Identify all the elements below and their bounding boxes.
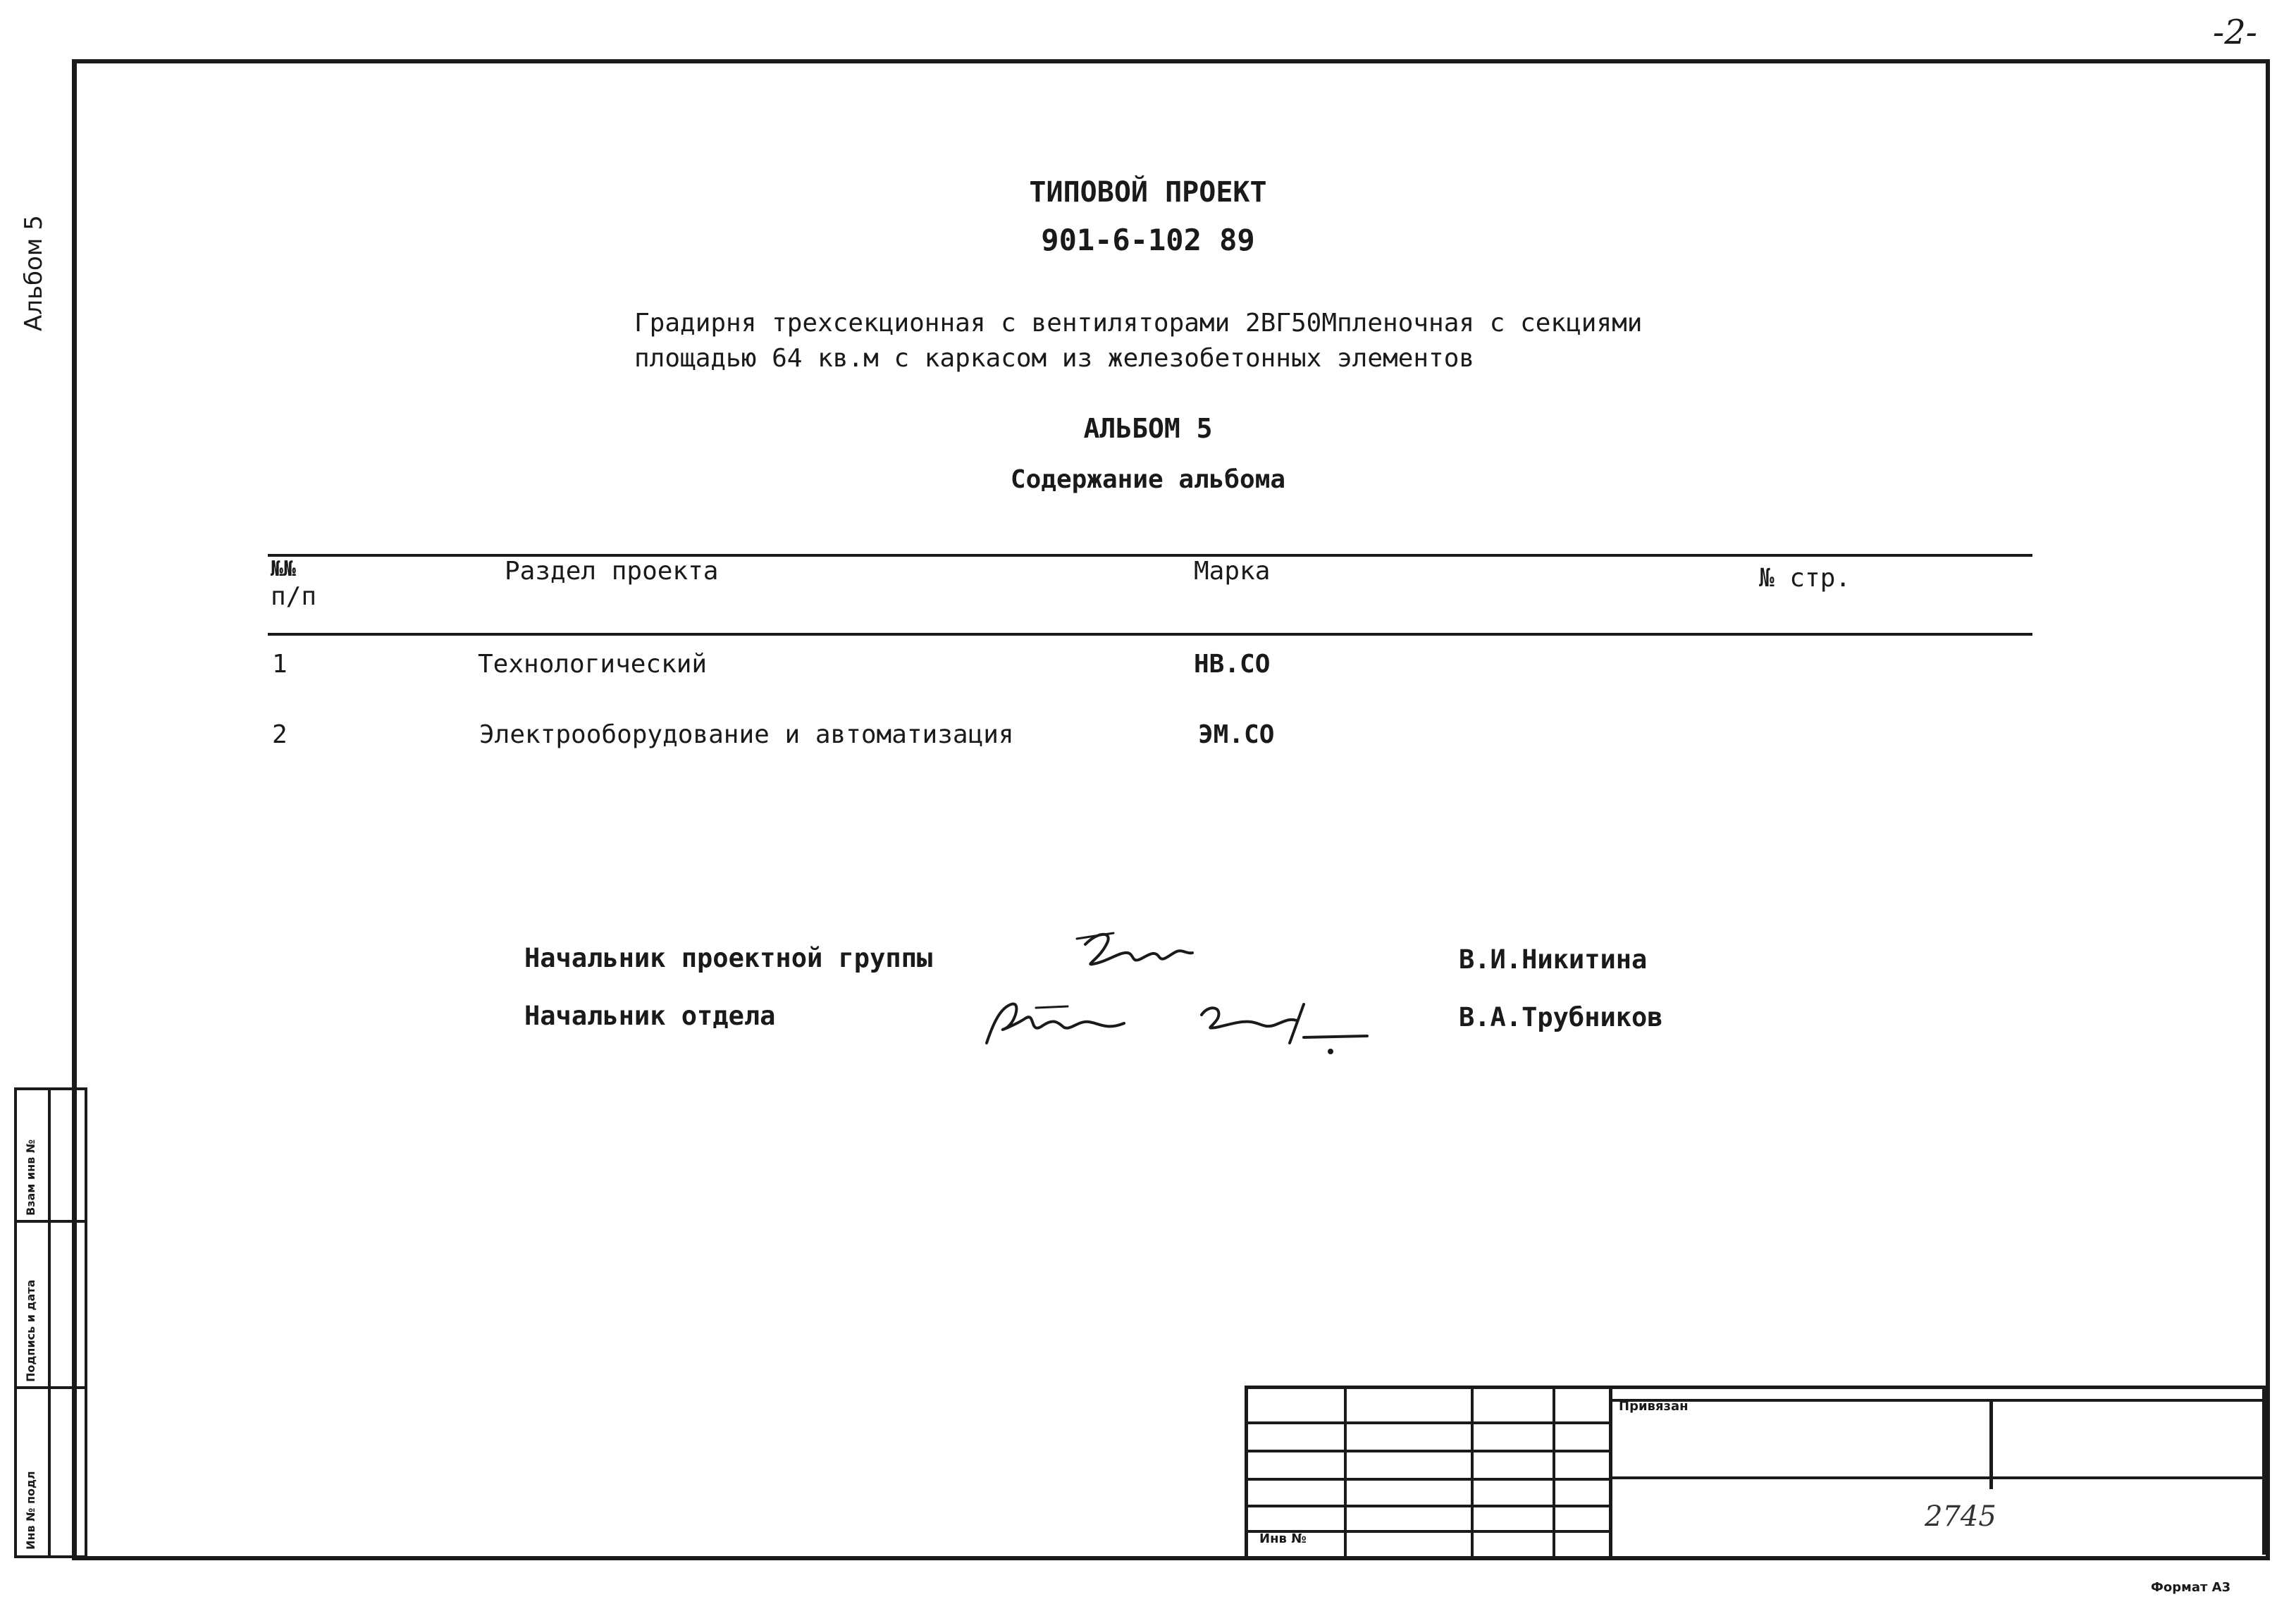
contents-title: Содержание альбома	[1010, 465, 1286, 494]
project-description-line1: Градирня трехсекционная с вентиляторами 2ВГ50Мпленочная с секциями	[634, 309, 1643, 338]
stamp-label-podpis: Подпись и дата	[24, 1279, 37, 1382]
project-title: ТИПОВОЙ ПРОЕКТ	[1029, 176, 1267, 209]
col-header-num-line1: №№	[271, 557, 297, 581]
stamp-label-inv: Инв № подл	[24, 1471, 37, 1550]
title-block	[1245, 1386, 2269, 1558]
row-num: 1	[272, 650, 288, 679]
col-header-section: Раздел проекта	[505, 557, 719, 586]
title-block-handwritten-note: 2745	[1925, 1500, 1996, 1533]
handwritten-signature-1	[1071, 923, 1205, 987]
handwritten-signature-2	[973, 987, 1374, 1064]
format-label: Формат А3	[2151, 1580, 2231, 1595]
title-block-inv-no: Инв №	[1259, 1531, 1307, 1546]
signature-name-department-head: В.А.Трубников	[1459, 1002, 1663, 1032]
stamp-label-vzam: Взам инв №	[24, 1139, 37, 1216]
side-album-label: Альбом 5	[20, 215, 48, 331]
project-description-line2: площадью 64 кв.м с каркасом из железобетонных элементов	[634, 344, 1475, 373]
title-block-privyazan: Привязан	[1619, 1399, 1689, 1414]
row-section: Электрооборудование и автоматизация	[479, 720, 1014, 749]
signature-role-group-head: Начальник проектной группы	[524, 943, 933, 973]
col-header-page: № стр.	[1759, 564, 1851, 593]
col-header-num-line2: п/п	[271, 582, 317, 611]
signature-role-department-head: Начальник отдела	[524, 1001, 776, 1031]
row-mark: ЭМ.СО	[1198, 720, 1275, 749]
row-mark: НВ.СО	[1194, 650, 1271, 679]
drawing-frame	[72, 59, 2270, 1560]
project-code: 901-6-102 89	[1041, 223, 1255, 257]
album-title: АЛЬБОМ 5	[1083, 413, 1213, 444]
signature-name-group-head: В.И.Никитина	[1459, 944, 1648, 975]
page-number: -2-	[2213, 13, 2257, 52]
col-header-mark: Марка	[1194, 557, 1271, 586]
row-section: Технологический	[478, 650, 708, 679]
row-num: 2	[272, 720, 288, 749]
table-header-rule	[268, 633, 2032, 636]
left-stamp	[14, 1087, 87, 1558]
